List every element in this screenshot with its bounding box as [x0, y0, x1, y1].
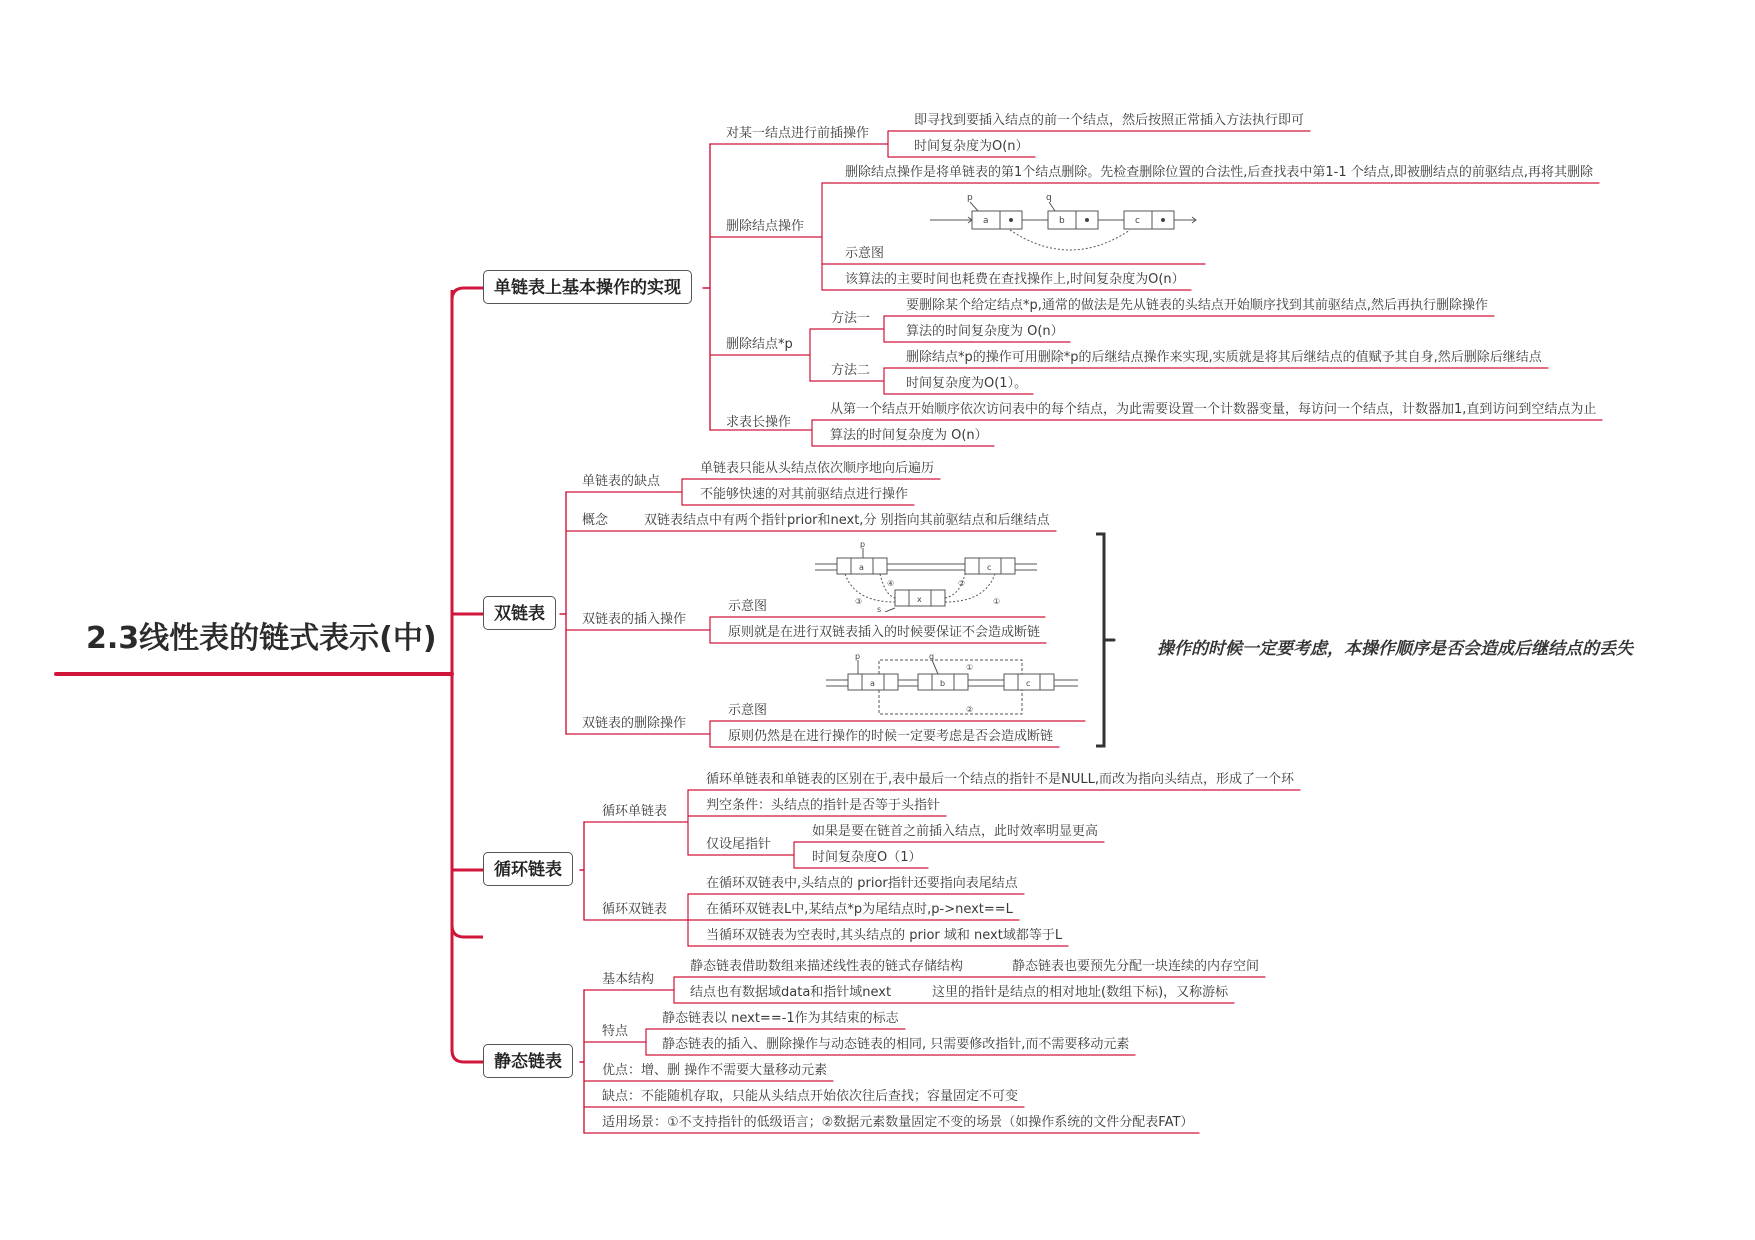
node-circular-double: 循环双链表: [602, 902, 668, 917]
fig2-step-3: ③: [855, 597, 863, 606]
leaf-delete-node-complexity: 该算法的主要时间也耗费在查找操作上,时间复杂度为O(n）: [845, 272, 1185, 287]
node-tail-pointer: 仅设尾指针: [706, 837, 772, 852]
leaf-static-feature-2: 静态链表的插入、删除操作与动态链表的相同, 只需要修改指针,而不需要移动元素: [662, 1037, 1130, 1052]
leaf-sll-cons-2: 不能够快速的对其前驱结点进行操作: [700, 487, 909, 502]
leaf-front-insert-desc: 即寻找到要插入结点的前一个结点，然后按照正常插入方法执行即可: [914, 113, 1305, 128]
leaf-dll-insert-rule: 原则就是在进行双链表插入的时候要保证不会造成断链: [728, 625, 1041, 640]
leaf-tail-pointer-1: 如果是要在链首之前插入结点，此时效率明显更高: [812, 824, 1099, 839]
root-title: 2.3线性表的链式表示(中): [86, 621, 437, 656]
leaf-method-1-desc: 要删除某个给定结点*p,通常的做法是先从链表的头结点开始顺序找到其前驱结点,然后再执行删除操作: [906, 298, 1489, 313]
leaf-static-basic-1a: 静态链表借助数组来描述线性表的链式存储结构: [690, 959, 964, 974]
fig1-label-p: p: [967, 193, 973, 203]
node-static-feature: 特点: [602, 1024, 629, 1039]
leaf-circular-double-2: 在循环双链表L中,某结点*p为尾结点时,p->next==L: [706, 902, 1013, 917]
leaf-static-pros: 优点：增、删 操作不需要大量移动元素: [602, 1063, 828, 1078]
leaf-dll-delete-rule: 原则仍然是在进行操作的时候一定要考虑是否会造成断链: [728, 729, 1054, 744]
fig3-label-p: p: [855, 652, 861, 661]
leaf-static-basic-2b: 这里的指针是结点的相对地址(数组下标)，又称游标: [932, 985, 1229, 1000]
node-front-insert: 对某一结点进行前插操作: [726, 126, 870, 141]
fig1-node-b: b: [1059, 216, 1065, 226]
section-doubly-linked[interactable]: 双链表: [483, 596, 556, 630]
section-static-linked[interactable]: 静态链表: [483, 1044, 573, 1078]
fig2-step-2: ②: [958, 579, 966, 588]
fig1-node-a: a: [983, 216, 989, 226]
fig2-step-1: ①: [993, 597, 1001, 606]
leaf-delete-node-desc: 删除结点操作是将单链表的第1个结点删除。先检查删除位置的合法性,后查找表中第1-1 个结点,即被删结点的前驱结点,再将其删除: [845, 165, 1594, 180]
fig2-label-s: s: [877, 605, 882, 612]
fig3-label-q: q: [929, 652, 935, 661]
fig3-step-1: ①: [966, 663, 974, 672]
leaf-circular-double-1: 在循环双链表中,头结点的 prior指针还要指向表尾结点: [706, 876, 1018, 891]
leaf-static-feature-1: 静态链表以 next==-1作为其结束的标志: [662, 1011, 899, 1026]
node-dll-delete: 双链表的删除操作: [582, 716, 687, 731]
fig1-node-c: c: [1135, 216, 1140, 226]
leaf-static-basic-1b: 静态链表也要预先分配一块连续的内存空间: [1012, 959, 1260, 974]
section-circular-linked[interactable]: 循环链表: [483, 852, 573, 886]
leaf-sll-cons-1: 单链表只能从头结点依次顺序地向后遍历: [700, 461, 935, 476]
leaf-method-2-complexity: 时间复杂度为O(1）。: [906, 376, 1028, 391]
leaf-circular-single-1: 循环单链表和单链表的区别在于,表中最后一个结点的指针不是NULL,而改为指向头结点，形成了一个环: [706, 772, 1294, 787]
fig3-node-a: a: [870, 679, 875, 688]
leaf-front-insert-complexity: 时间复杂度为O(n）: [914, 139, 1029, 154]
figure-single-delete: [930, 190, 1200, 262]
fig3-node-c: c: [1026, 679, 1031, 688]
figure-dll-insert: [815, 540, 1040, 612]
node-static-basic: 基本结构: [602, 972, 655, 987]
leaf-delete-node-figure-label: 示意图: [845, 246, 885, 261]
fig2-node-c: c: [987, 563, 992, 572]
leaf-static-cons: 缺点：不能随机存取，只能从头结点开始依次往后查找；容量固定不可变: [602, 1089, 1019, 1104]
node-sll-cons: 单链表的缺点: [582, 474, 661, 489]
node-dll-insert: 双链表的插入操作: [582, 612, 687, 627]
leaf-static-basic-2a: 结点也有数据域data和指针域next: [690, 985, 892, 1000]
leaf-dll-delete-figure-label: 示意图: [728, 703, 768, 718]
leaf-length-desc: 从第一个结点开始顺序依次访问表中的每个结点，为此需要设置一个计数器变量，每访问一个结点，计数器加1,直到访问到空结点为止: [830, 402, 1597, 417]
leaf-circular-double-3: 当循环双链表为空表时,其头结点的 prior 域和 next域都等于L: [706, 928, 1063, 943]
leaf-tail-pointer-2: 时间复杂度O（1）: [812, 850, 922, 865]
node-delete-p: 删除结点*p: [726, 337, 793, 352]
leaf-static-scene: 适用场景：①不支持指针的低级语言；②数据元素数量固定不变的场景（如操作系统的文件分配表FAT）: [602, 1115, 1194, 1130]
leaf-dll-insert-figure-label: 示意图: [728, 599, 768, 614]
fig2-label-p: p: [860, 540, 866, 549]
node-delete-node: 删除结点操作: [726, 219, 805, 234]
leaf-method-1-complexity: 算法的时间复杂度为 O(n）: [906, 324, 1064, 339]
figure-dll-delete: [826, 650, 1081, 722]
node-concept: 概念: [582, 513, 609, 528]
node-method-1: 方法一: [831, 311, 871, 326]
leaf-concept-text: 双链表结点中有两个指针prior和next,分 别指向其前驱结点和后继结点: [644, 513, 1050, 528]
fig3-step-2: ②: [966, 705, 974, 714]
fig2-node-x: x: [917, 595, 922, 604]
leaf-circular-single-2: 判空条件：头结点的指针是否等于头指针: [706, 798, 941, 813]
leaf-length-complexity: 算法的时间复杂度为 O(n）: [830, 428, 988, 443]
node-length: 求表长操作: [726, 415, 792, 430]
node-circular-single: 循环单链表: [602, 804, 668, 819]
fig2-node-a: a: [859, 563, 864, 572]
fig2-step-4: ④: [887, 579, 895, 588]
fig1-label-q: q: [1046, 193, 1052, 203]
section-singly-linked-ops[interactable]: 单链表上基本操作的实现: [483, 270, 692, 304]
node-method-2: 方法二: [831, 363, 871, 378]
fig3-node-b: b: [940, 679, 946, 688]
note-operation-order: 操作的时候一定要考虑，本操作顺序是否会造成后继结点的丢失: [1157, 639, 1633, 659]
leaf-method-2-desc: 删除结点*p的操作可用删除*p的后继结点操作来实现,实质就是将其后继结点的值赋予其自身,然后删除后继结点: [906, 350, 1542, 365]
